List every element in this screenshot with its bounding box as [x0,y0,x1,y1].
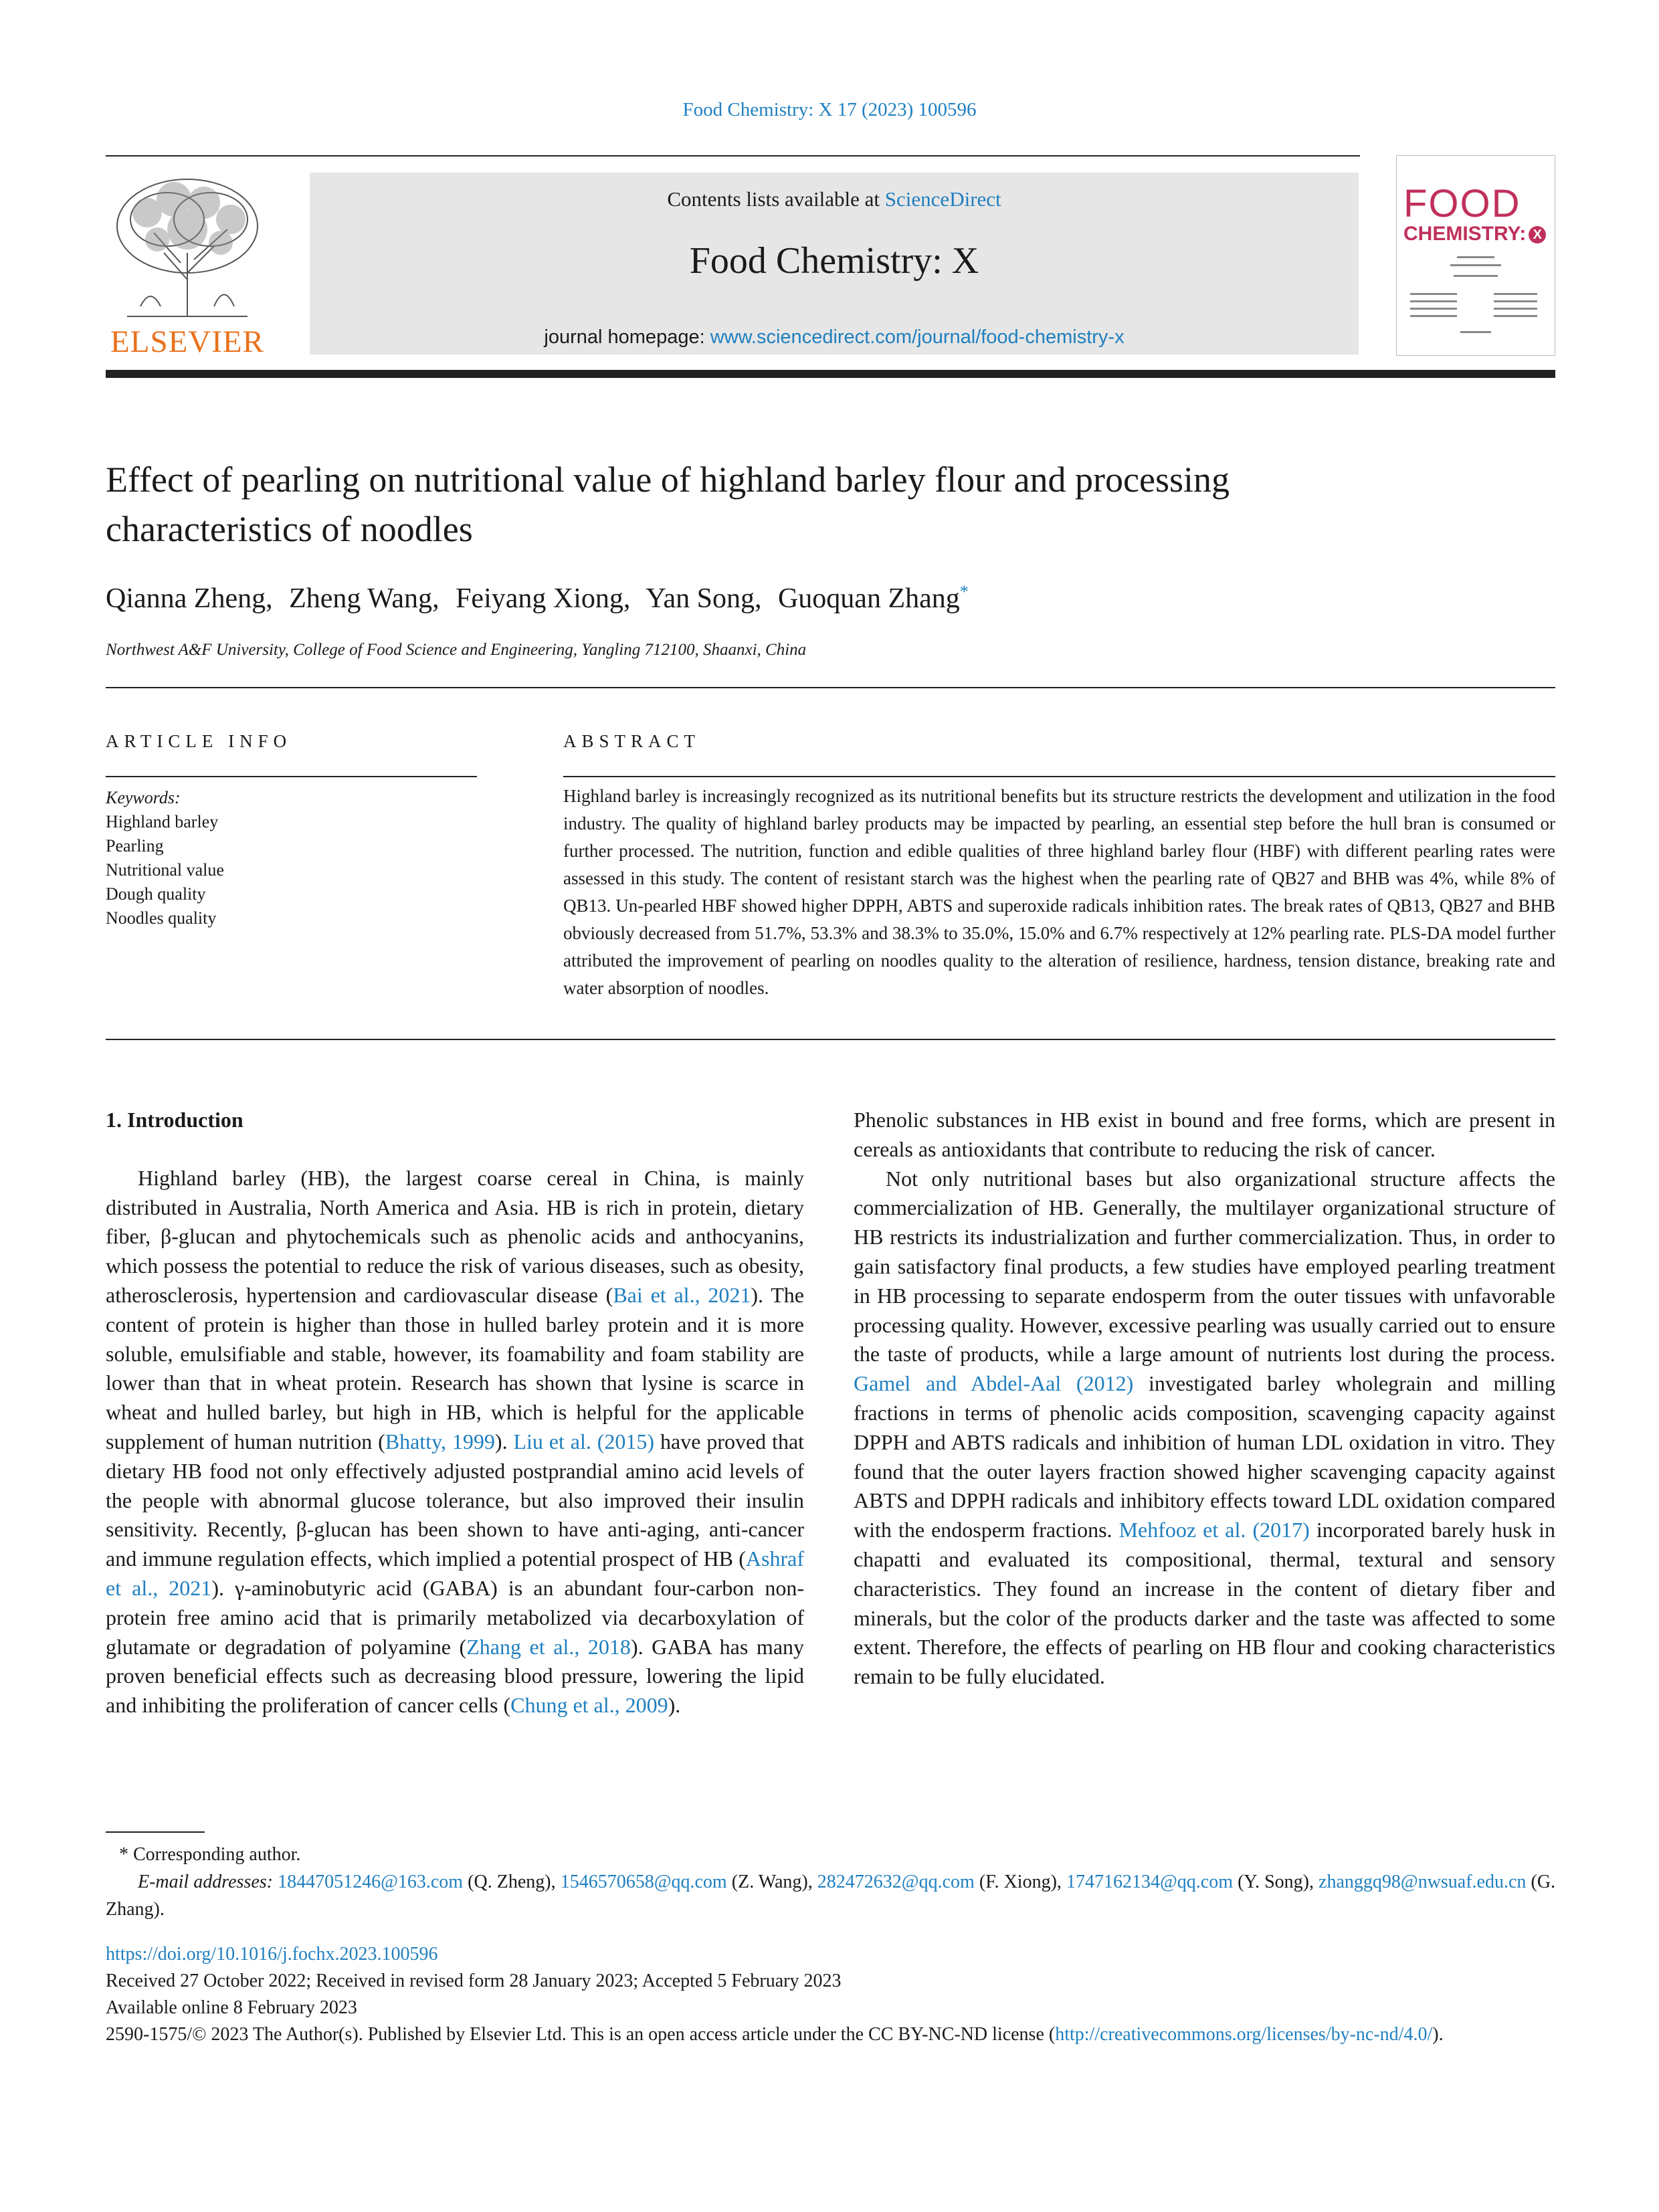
abstract-rule [563,776,1555,777]
cover-x-badge: X [1529,226,1546,243]
contents-prefix: Contents lists available at [667,187,885,211]
sciencedirect-link[interactable]: ScienceDirect [884,187,1001,211]
cover-decoration [1410,315,1457,317]
introduction-heading: 1. Introduction [106,1108,243,1132]
cover-title-chemistry-word: CHEMISTRY: [1403,223,1527,245]
email-link[interactable]: 282472632@qq.com [817,1872,975,1892]
abstract-text: Highland barley is increasingly recognized as its nutritional benefits but its structure restricts the development and utilization in the food industry. The quality of highland barley products may be impacted by pearling, an essential step before the hull bran is consumed or further processed. The nutrition, function and edible qualities of three highland barley flour (HBF) with different pearling rates were assessed in this study. The content of resistant starch was the highest when the pearling rate of QB27 and BHB was 4%, while 8% of QB13. Un-pearled HBF showed higher DPPH, ABTS and superoxide radicals inhibition rates. The break rates of QB13, QB27 and BHB obviously decreased from 51.7%, 53.3% and 38.3% to 35.0%, 15.0% and 6.7% respectively at 12% pearling rate. PLS-DA model further attributed the improvement of pearling on noodles quality to the alteration of resilience, hardness, tension distance, breaking rate and water absorption of noodles. [563,786,1555,998]
author-name[interactable]: Guoquan Zhang [777,583,960,614]
citation-link[interactable]: Chung et al., 2009 [510,1693,668,1718]
journal-name: Food Chemistry: X [689,240,979,282]
keyword-item: Highland barley [106,812,219,831]
cover-decoration [1494,308,1537,310]
footnote-rule [106,1831,205,1833]
keyword-item: Dough quality [106,884,206,904]
intro-paragraph: Not only nutritional bases but also organizational structure affects the commercialization of HB. Generally, the multilayer organizational structure of HB restricts its industrialization and further commercialization. Thus, in order to gain satisfactory final products, a few studies have employed pearling treatment in HB processing to separate endosperm from the outer tissues with unfavorable processing quality. However, excessive pearling was usually carried out to ensure the taste of products, while a large amount of nutrients lost during the process. Gamel and Abdel-Aal (2012) investigated barley wholegrain and milling fractions in terms of phenolic acids composition, scavenging capacity against DPPH and ABTS radicals and inhibition of human LDL oxidation in vitro. They found that the outer layers fraction showed higher scavenging capacity against ABTS and DPPH radicals and inhibitory effects toward LDL oxidation compared with the endosperm fractions. Mehfooz et al. (2017) incorporated barely husk in chapatti and evaluated its compositional, thermal, textural and sensory characteristics. They found an increase in the content of dietary fiber and minerals, but the color of the products darker and the taste was affected to some extent. Therefore, the effects of pearling on HB flour and cooking characteristics remain to be fully elucidated. [854,1166,1556,1689]
cover-title-chemistry [1403,223,1546,245]
keyword-item: Pearling [106,836,164,856]
body-column-left [106,1106,804,1720]
doi-link[interactable]: https://doi.org/10.1016/j.fochx.2023.100596 [106,1944,438,1965]
title-bottom-rule [106,687,1555,688]
abstract-heading: ABSTRACT [563,731,701,751]
corresponding-footnote: * Corresponding author. [119,1844,301,1865]
cover-decoration [1457,256,1494,258]
cover-decoration [1410,300,1457,302]
cover-decoration [1410,293,1457,295]
email-label: E-mail addresses: [138,1872,274,1892]
article-title: Effect of pearling on nutritional value of highland barley flour and processing characteristics of noodles [106,460,1230,549]
cover-decoration [1494,293,1537,295]
journal-homepage-link[interactable]: www.sciencedirect.com/journal/food-chemistry-x [710,326,1125,348]
running-header[interactable]: Food Chemistry: X 17 (2023) 100596 [682,99,977,120]
intro-paragraph: Phenolic substances in HB exist in bound and free forms, which are present in cereals as antioxidants that contribute to reducing the risk of cancer. [854,1108,1555,1161]
journal-cover-thumbnail[interactable] [1396,155,1555,356]
keywords-label: Keywords: [106,788,181,807]
email-link[interactable]: 1747162134@qq.com [1066,1872,1233,1892]
header-thick-rule [106,370,1555,378]
email-link[interactable]: 18447051246@163.com [278,1872,464,1892]
author-name[interactable]: Zheng Wang [289,583,433,614]
body-column-right [854,1106,1555,1692]
citation-link[interactable]: Bhatty, 1999 [385,1429,495,1453]
citation-link[interactable]: Liu et al. (2015) [513,1429,655,1453]
header-top-rule [106,155,1360,157]
citation-link[interactable]: Ashraf et al., 2021 [106,1546,804,1600]
author-name[interactable]: Yan Song [646,583,755,614]
license-statement: 2590-1575/© 2023 The Author(s). Published by Elsevier Ltd. This is an open access article under the CC BY-NC-ND license (http://creativecommons.org/licenses/by-nc-nd/4.0/). [106,2024,1444,2045]
online-date: Available online 8 February 2023 [106,1997,357,2018]
keywords-list [106,786,224,930]
email-footnote: E-mail addresses: 18447051246@163.com (Q. Zheng), 1546570658@qq.com (Z. Wang), 282472632@qq.com (F. Xiong), 1747162134@qq.com (Y. Song), zhanggq98@nwsuaf.edu.cn (G. Zhang). [106,1872,1556,1920]
article-info-rule [106,776,477,777]
citation-link[interactable]: Zhang et al., 2018 [466,1634,631,1659]
citation-link[interactable]: Bai et al., 2021 [613,1282,751,1307]
author-name[interactable]: Feiyang Xiong [456,583,623,614]
article-info-heading: ARTICLE INFO [106,731,292,751]
homepage-line [310,326,1359,348]
authors-line: Qianna Zheng, Zheng Wang, Feiyang Xiong, Yan Song, Guoquan Zhang* [106,582,969,614]
cover-decoration [1494,300,1537,302]
cover-title-food: FOOD [1403,182,1521,225]
publication-info [106,1941,1555,2048]
received-dates: Received 27 October 2022; Received in revised form 28 January 2023; Accepted 5 February 2023 [106,1971,842,1991]
elsevier-wordmark: ELSEVIER [110,324,264,359]
intro-paragraph: Highland barley (HB), the largest coarse cereal in China, is mainly distributed in Australia, North America and Asia. HB is rich in protein, dietary fiber, β-glucan and phytochemicals such as phenolic acids and anthocyanins, which possess the potential to reduce the risk of various diseases, such as obesity, atherosclerosis, hypertension and cardiovascular disease (Bai et al., 2021). The content of protein is higher than those in hulled barley protein and it is more soluble, emulsifiable and stable, however, its foamability and foam stability are lower than that in wheat protein. Research has shown that lysine is scarce in wheat and hulled barley, but high in HB, which is helpful for the applicable supplement of human nutrition (Bhatty, 1999). Liu et al. (2015) have proved that dietary HB food not only effectively adjusted postprandial amino acid levels of the people with abnormal glucose tolerance, but also improved their insulin sensitivity. Recently, β-glucan has been shown to have anti-aging, anti-cancer and immune regulation effects, which implied a potential prospect of HB (Ashraf et al., 2021). γ-aminobutyric acid (GABA) is an abundant four-carbon non-protein free amino acid that is primarily metabolized via decarboxylation of glutamate or degradation of polyamine (Zhang et al., 2018). GABA has many proven beneficial effects such as decreasing blood pressure, lowering the lipid and inhibiting the proliferation of cancer cells (Chung et al., 2009). [106,1165,805,1718]
publisher-logo[interactable] [100,173,274,360]
keyword-item: Nutritional value [106,860,224,880]
contents-line [310,187,1359,211]
abstract-bottom-rule [106,1039,1555,1040]
email-link[interactable]: 1546570658@qq.com [560,1872,727,1892]
cover-decoration [1450,264,1501,266]
homepage-prefix: journal homepage: [544,326,710,348]
cover-decoration [1410,308,1457,310]
cover-decoration [1454,275,1498,277]
citation-link[interactable]: Mehfooz et al. (2017) [1118,1518,1310,1542]
affiliation: Northwest A&F University, College of Food Science and Engineering, Yangling 712100, Shaanxi, China [106,641,807,659]
citation-link[interactable]: Gamel and Abdel-Aal (2012) [854,1371,1134,1396]
cover-decoration [1460,331,1491,333]
email-link[interactable]: zhanggq98@nwsuaf.edu.cn [1319,1872,1527,1892]
footnotes [106,1841,1555,1923]
keyword-item: Noodles quality [106,908,217,928]
corresponding-author-mark[interactable]: * [959,582,969,601]
elsevier-tree-icon [100,173,274,323]
journal-masthead [310,173,1359,355]
cover-decoration [1494,315,1537,317]
license-link[interactable]: http://creativecommons.org/licenses/by-nc-nd/4.0/ [1055,2024,1433,2045]
author-name[interactable]: Qianna Zheng [106,583,266,614]
